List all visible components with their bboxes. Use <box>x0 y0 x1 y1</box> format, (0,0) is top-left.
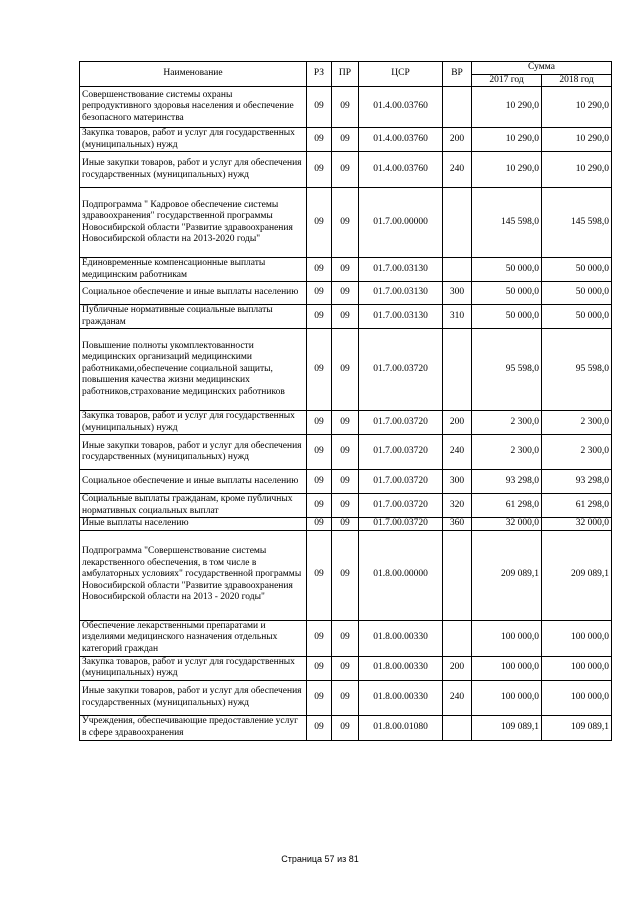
table-row <box>80 411 612 435</box>
header-2018: 2018 год <box>542 74 612 87</box>
cell-sum-2018: 93 298,0 <box>542 470 612 494</box>
cell-sum-2017: 61 298,0 <box>472 494 542 518</box>
cell-sum-2017: 32 000,0 <box>472 518 542 531</box>
cell-rz: 09 <box>307 620 332 656</box>
cell-sum-2018: 10 290,0 <box>542 128 612 152</box>
header-rz: РЗ <box>307 62 332 87</box>
cell-vr <box>443 530 472 620</box>
cell-vr: 240 <box>443 680 472 715</box>
cell-pr: 09 <box>332 530 359 620</box>
cell-csr: 01.7.00.03720 <box>359 518 443 531</box>
cell-rz: 09 <box>307 329 332 411</box>
cell-csr: 01.8.00.00000 <box>359 530 443 620</box>
cell-name: Подпрограмма "Совершенствование системы лекарственного обеспечения, в том числе в амбулаторных условиях" государственной программы Новосибирской области "Развитие здравоохранения Новосибирской области на 2013 - 2020 годы" <box>80 530 307 620</box>
cell-csr: 01.7.00.03130 <box>359 305 443 329</box>
cell-rz: 09 <box>307 530 332 620</box>
budget-table <box>79 61 612 741</box>
cell-sum-2018: 100 000,0 <box>542 620 612 656</box>
table-row <box>80 470 612 494</box>
cell-pr: 09 <box>332 656 359 680</box>
table-row <box>80 128 612 152</box>
cell-vr: 300 <box>443 282 472 305</box>
header-vr: ВР <box>443 62 472 87</box>
cell-name: Социальные выплаты гражданам, кроме публичных нормативных социальных выплат <box>80 494 307 518</box>
table-row <box>80 152 612 188</box>
cell-csr: 01.7.00.00000 <box>359 188 443 258</box>
cell-rz: 09 <box>307 305 332 329</box>
cell-vr <box>443 620 472 656</box>
table-row <box>80 518 612 531</box>
cell-vr: 320 <box>443 494 472 518</box>
table-row <box>80 715 612 740</box>
cell-csr: 01.7.00.03130 <box>359 282 443 305</box>
cell-pr: 09 <box>332 329 359 411</box>
table-row <box>80 494 612 518</box>
table-row <box>80 620 612 656</box>
cell-sum-2017: 10 290,0 <box>472 128 542 152</box>
table-row <box>80 680 612 715</box>
cell-name: Иные выплаты населению <box>80 518 307 531</box>
cell-name: Повышение полноты укомплектованности медицинских организаций медицинскими работниками,обеспечение социальной защиты, повышения качества жизни медицинских работников,страхование медицинских работников <box>80 329 307 411</box>
cell-sum-2018: 10 290,0 <box>542 152 612 188</box>
cell-sum-2017: 209 089,1 <box>472 530 542 620</box>
cell-csr: 01.7.00.03130 <box>359 258 443 282</box>
cell-sum-2018: 50 000,0 <box>542 282 612 305</box>
cell-sum-2017: 10 290,0 <box>472 152 542 188</box>
cell-sum-2017: 50 000,0 <box>472 258 542 282</box>
cell-csr: 01.8.00.01080 <box>359 715 443 740</box>
cell-vr: 360 <box>443 518 472 531</box>
cell-pr: 09 <box>332 435 359 470</box>
cell-rz: 09 <box>307 656 332 680</box>
cell-rz: 09 <box>307 128 332 152</box>
cell-rz: 09 <box>307 715 332 740</box>
table-row <box>80 435 612 470</box>
cell-name: Единовременные компенсационные выплаты медицинским работникам <box>80 258 307 282</box>
table-row <box>80 188 612 258</box>
cell-pr: 09 <box>332 620 359 656</box>
cell-rz: 09 <box>307 258 332 282</box>
cell-sum-2018: 100 000,0 <box>542 656 612 680</box>
table-row <box>80 530 612 620</box>
cell-sum-2017: 10 290,0 <box>472 87 542 128</box>
table-row <box>80 282 612 305</box>
cell-sum-2018: 209 089,1 <box>542 530 612 620</box>
cell-csr: 01.7.00.03720 <box>359 435 443 470</box>
header-pr: ПР <box>332 62 359 87</box>
cell-rz: 09 <box>307 411 332 435</box>
cell-sum-2018: 10 290,0 <box>542 87 612 128</box>
cell-pr: 09 <box>332 128 359 152</box>
cell-pr: 09 <box>332 470 359 494</box>
cell-pr: 09 <box>332 282 359 305</box>
cell-pr: 09 <box>332 305 359 329</box>
cell-pr: 09 <box>332 411 359 435</box>
table-row <box>80 329 612 411</box>
cell-sum-2018: 50 000,0 <box>542 258 612 282</box>
cell-pr: 09 <box>332 258 359 282</box>
cell-sum-2017: 100 000,0 <box>472 620 542 656</box>
cell-rz: 09 <box>307 470 332 494</box>
cell-sum-2018: 95 598,0 <box>542 329 612 411</box>
cell-csr: 01.7.00.03720 <box>359 470 443 494</box>
cell-name: Иные закупки товаров, работ и услуг для обеспечения государственных (муниципальных) нужд <box>80 152 307 188</box>
cell-vr: 200 <box>443 128 472 152</box>
cell-name: Учреждения, обеспечивающие предоставление услуг в сфере здравоохранения <box>80 715 307 740</box>
cell-name: Совершенствование системы охраны репродуктивного здоровья населения и обеспечение безопасного материнства <box>80 87 307 128</box>
cell-name: Социальное обеспечение и иные выплаты населению <box>80 470 307 494</box>
cell-sum-2018: 2 300,0 <box>542 435 612 470</box>
cell-name: Публичные нормативные социальные выплаты гражданам <box>80 305 307 329</box>
cell-sum-2017: 100 000,0 <box>472 656 542 680</box>
cell-pr: 09 <box>332 715 359 740</box>
cell-csr: 01.7.00.03720 <box>359 411 443 435</box>
cell-sum-2017: 145 598,0 <box>472 188 542 258</box>
header-name: Наименование <box>80 62 307 87</box>
cell-name: Обеспечение лекарственными препаратами и изделиями медицинского назначения отдельных категорий граждан <box>80 620 307 656</box>
cell-sum-2017: 50 000,0 <box>472 305 542 329</box>
header-csr: ЦСР <box>359 62 443 87</box>
cell-csr: 01.8.00.00330 <box>359 680 443 715</box>
cell-rz: 09 <box>307 152 332 188</box>
cell-rz: 09 <box>307 518 332 531</box>
table-row <box>80 305 612 329</box>
cell-sum-2017: 95 598,0 <box>472 329 542 411</box>
cell-pr: 09 <box>332 680 359 715</box>
cell-vr: 310 <box>443 305 472 329</box>
cell-pr: 09 <box>332 494 359 518</box>
table-body <box>80 87 612 741</box>
cell-rz: 09 <box>307 188 332 258</box>
cell-sum-2018: 50 000,0 <box>542 305 612 329</box>
cell-rz: 09 <box>307 282 332 305</box>
table-row <box>80 656 612 680</box>
cell-sum-2018: 2 300,0 <box>542 411 612 435</box>
cell-vr <box>443 715 472 740</box>
cell-name: Иные закупки товаров, работ и услуг для обеспечения государственных (муниципальных) нужд <box>80 680 307 715</box>
cell-name: Закупка товаров, работ и услуг для государственных (муниципальных) нужд <box>80 656 307 680</box>
cell-csr: 01.7.00.03720 <box>359 329 443 411</box>
cell-csr: 01.4.00.03760 <box>359 152 443 188</box>
cell-sum-2018: 100 000,0 <box>542 680 612 715</box>
cell-name: Закупка товаров, работ и услуг для государственных (муниципальных) нужд <box>80 411 307 435</box>
cell-vr: 240 <box>443 435 472 470</box>
header-sum: Сумма <box>472 62 612 75</box>
cell-sum-2018: 109 089,1 <box>542 715 612 740</box>
cell-sum-2018: 61 298,0 <box>542 494 612 518</box>
header-2017: 2017 год <box>472 74 542 87</box>
cell-sum-2017: 50 000,0 <box>472 282 542 305</box>
cell-rz: 09 <box>307 494 332 518</box>
cell-csr: 01.8.00.00330 <box>359 656 443 680</box>
cell-vr <box>443 329 472 411</box>
cell-sum-2018: 145 598,0 <box>542 188 612 258</box>
cell-csr: 01.8.00.00330 <box>359 620 443 656</box>
cell-pr: 09 <box>332 87 359 128</box>
table-row <box>80 258 612 282</box>
table-row <box>80 87 612 128</box>
cell-vr <box>443 188 472 258</box>
cell-rz: 09 <box>307 680 332 715</box>
cell-vr <box>443 258 472 282</box>
cell-name: Закупка товаров, работ и услуг для государственных (муниципальных) нужд <box>80 128 307 152</box>
cell-vr: 200 <box>443 656 472 680</box>
cell-sum-2017: 93 298,0 <box>472 470 542 494</box>
cell-vr <box>443 87 472 128</box>
cell-rz: 09 <box>307 435 332 470</box>
cell-sum-2017: 109 089,1 <box>472 715 542 740</box>
cell-csr: 01.7.00.03720 <box>359 494 443 518</box>
cell-name: Иные закупки товаров, работ и услуг для обеспечения государственных (муниципальных) нужд <box>80 435 307 470</box>
cell-vr: 300 <box>443 470 472 494</box>
page-footer: Страница 57 из 81 <box>281 854 359 864</box>
cell-csr: 01.4.00.03760 <box>359 128 443 152</box>
cell-pr: 09 <box>332 188 359 258</box>
cell-pr: 09 <box>332 152 359 188</box>
cell-pr: 09 <box>332 518 359 531</box>
cell-csr: 01.4.00.03760 <box>359 87 443 128</box>
cell-name: Подпрограмма " Кадровое обеспечение системы здравоохранения" государственной программы Новосибирской области "Развитие здравоохранения Новосибирской области на 2013-2020 годы" <box>80 188 307 258</box>
cell-sum-2017: 2 300,0 <box>472 411 542 435</box>
cell-name: Социальное обеспечение и иные выплаты населению <box>80 282 307 305</box>
cell-sum-2018: 32 000,0 <box>542 518 612 531</box>
cell-sum-2017: 2 300,0 <box>472 435 542 470</box>
cell-rz: 09 <box>307 87 332 128</box>
cell-vr: 200 <box>443 411 472 435</box>
cell-vr: 240 <box>443 152 472 188</box>
cell-sum-2017: 100 000,0 <box>472 680 542 715</box>
